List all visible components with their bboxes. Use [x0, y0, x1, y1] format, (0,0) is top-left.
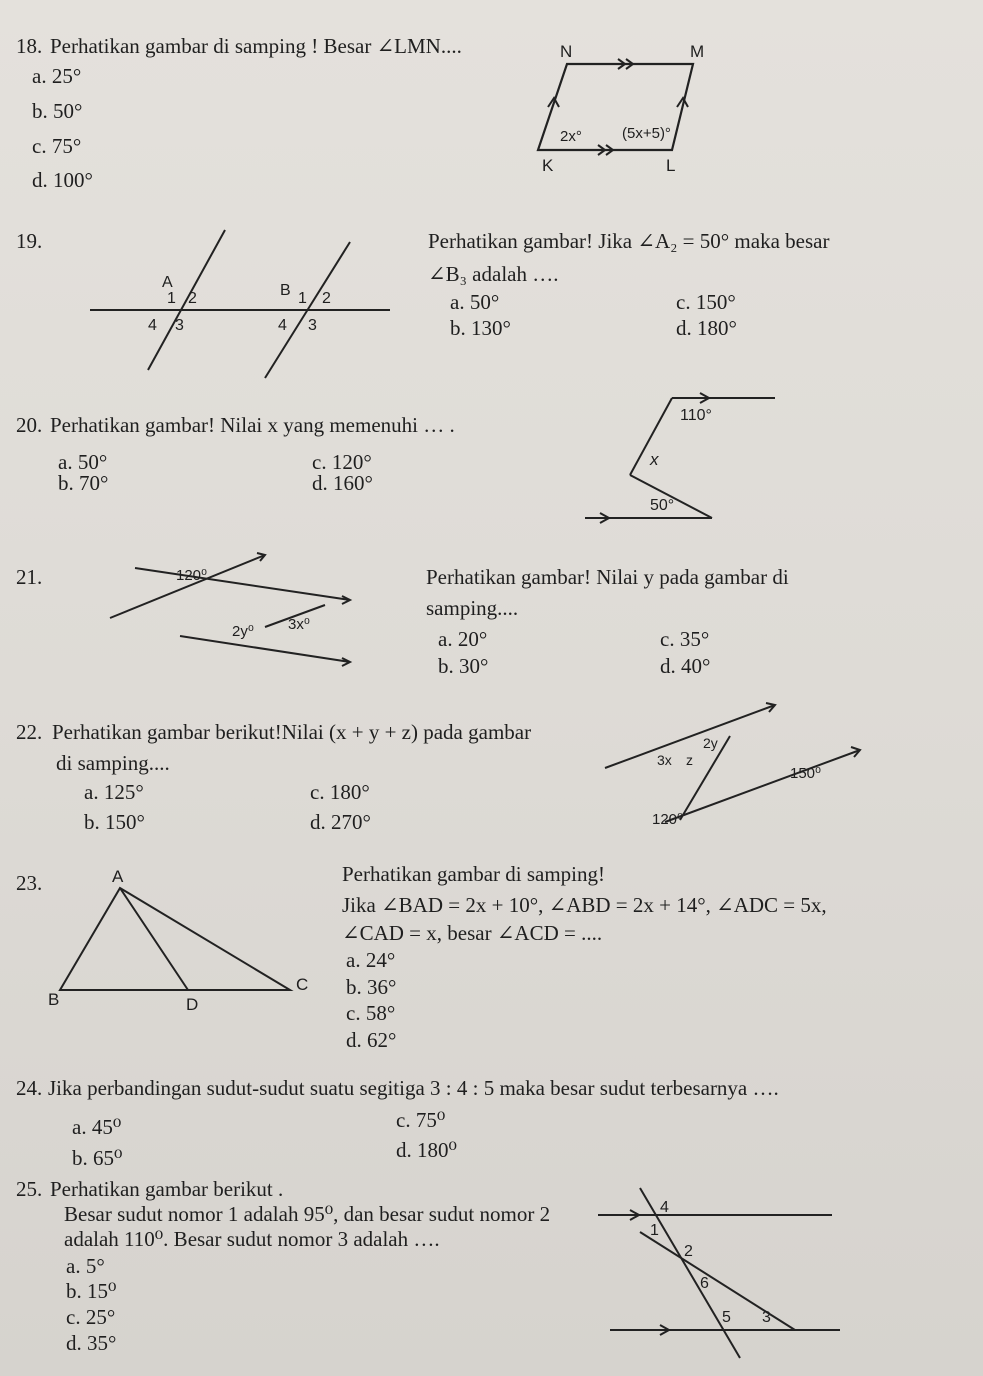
q18-label-N: N: [560, 42, 573, 61]
q23-label-A: A: [112, 867, 124, 886]
q23-label-B: B: [48, 990, 60, 1009]
q18-angle-2x: 2x°: [560, 128, 582, 145]
q23-option-d: d. 62°: [346, 1028, 397, 1052]
svg-text:2: 2: [322, 290, 331, 307]
q25-line2: Besar sudut nomor 1 adalah 95⁰, dan besar sudut nomor 2: [64, 1202, 551, 1226]
q23-label-D: D: [186, 995, 199, 1014]
q22-angle-120: 120⁰: [652, 811, 684, 828]
q25-option-a: a. 5°: [66, 1254, 105, 1278]
q21-number: 21.: [16, 565, 43, 589]
q19-option-d: d. 180°: [676, 316, 737, 340]
q22-angle-2y: 2y: [703, 735, 718, 751]
q20-angle-110: 110°: [680, 407, 712, 424]
q23-option-c: c. 58°: [346, 1001, 396, 1025]
q23-number: 23.: [16, 871, 43, 895]
q25-option-b: b. 15⁰: [66, 1279, 117, 1303]
q25-label-5: 5: [722, 1309, 731, 1326]
q22-angle-z: z: [686, 752, 693, 768]
q19-option-c: c. 150°: [676, 290, 736, 314]
q24-text: Jika perbandingan sudut-sudut suatu segitiga 3 : 4 : 5 maka besar sudut terbesarnya ….: [48, 1076, 779, 1100]
q19-label-A: A: [162, 274, 173, 291]
q21-line2: samping....: [426, 596, 519, 620]
q21-line1: Perhatikan gambar! Nilai y pada gambar di: [426, 565, 789, 589]
q20-angle-50: 50°: [650, 497, 675, 514]
q20-text: Perhatikan gambar! Nilai x yang memenuhi … .: [50, 413, 455, 437]
q23-option-b: b. 36°: [346, 975, 397, 999]
q25-option-d: d. 35°: [66, 1331, 117, 1355]
q23-label-C: C: [296, 975, 309, 994]
q21-option-b: b. 30°: [438, 654, 489, 678]
svg-text:4: 4: [278, 317, 287, 334]
q20-option-d: d. 160°: [312, 471, 373, 495]
q22-angle-3x: 3x: [657, 752, 672, 768]
q25-label-2: 2: [684, 1243, 693, 1260]
svg-text:1: 1: [298, 290, 307, 307]
q25-label-1: 1: [650, 1222, 659, 1239]
q22-angle-150: 150⁰: [790, 765, 822, 782]
q20-option-a: a. 50°: [58, 450, 108, 474]
q22-option-a: a. 125°: [84, 780, 144, 804]
q19-number: 19.: [16, 229, 43, 253]
q22-line1: Perhatikan gambar berikut!Nilai (x + y + z) pada gambar: [52, 720, 532, 744]
q21-angle-120: 120⁰: [176, 567, 208, 584]
q23-option-a: a. 24°: [346, 948, 396, 972]
q22-number: 22.: [16, 720, 43, 744]
q25-label-3: 3: [762, 1309, 771, 1326]
q20-angle-x: x: [650, 450, 659, 469]
q25-option-c: c. 25°: [66, 1305, 116, 1329]
q24-option-c: c. 75⁰: [396, 1108, 446, 1132]
q19-line1: Perhatikan gambar! Jika ∠A₂ = 50° maka besar: [428, 229, 830, 253]
q22-line2: di samping....: [56, 751, 170, 775]
q19-line2: ∠B₃ adalah ….: [428, 262, 559, 286]
q24-option-d: d. 180⁰: [396, 1138, 457, 1162]
q23-line2: Jika ∠BAD = 2x + 10°, ∠ABD = 2x + 14°, ∠ADC = 5x,: [342, 893, 827, 917]
svg-text:1: 1: [167, 290, 176, 307]
svg-text:3: 3: [308, 317, 317, 334]
q22-option-b: b. 150°: [84, 810, 145, 834]
svg-text:4: 4: [148, 317, 157, 334]
q20-option-c: c. 120°: [312, 450, 372, 474]
q19-option-b: b. 130°: [450, 316, 511, 340]
q20-number: 20.: [16, 413, 43, 437]
q21-angle-2y: 2y⁰: [232, 623, 254, 640]
q18-number: 18.: [16, 34, 43, 58]
q18-angle-5x5: (5x+5)°: [622, 125, 671, 142]
svg-text:2: 2: [188, 290, 197, 307]
q18-option-c: c. 75°: [32, 134, 82, 158]
svg-text:3: 3: [175, 317, 184, 334]
q18-option-b: b. 50°: [32, 99, 83, 123]
q19-option-a: a. 50°: [450, 290, 500, 314]
q18-option-d: d. 100°: [32, 168, 93, 192]
q25-label-6: 6: [700, 1275, 709, 1292]
q21-option-c: c. 35°: [660, 627, 710, 651]
q23-line3: ∠CAD = x, besar ∠ACD = ....: [342, 921, 603, 945]
q20-option-b: b. 70°: [58, 471, 109, 495]
q25-line1: Perhatikan gambar berikut .: [50, 1177, 284, 1201]
q21-angle-3x: 3x⁰: [288, 616, 310, 633]
q21-option-a: a. 20°: [438, 627, 488, 651]
q18-label-K: K: [542, 156, 554, 175]
q24-number: 24.: [16, 1076, 43, 1100]
q18-label-L: L: [666, 156, 676, 175]
q18-option-a: a. 25°: [32, 64, 82, 88]
q18-text: Perhatikan gambar di samping ! Besar ∠LMN....: [50, 34, 462, 58]
q23-line1: Perhatikan gambar di samping!: [342, 862, 606, 886]
q24-option-b: b. 65⁰: [72, 1146, 123, 1170]
q22-option-d: d. 270°: [310, 810, 371, 834]
q25-line3: adalah 110⁰. Besar sudut nomor 3 adalah ….: [64, 1227, 440, 1251]
q24-option-a: a. 45⁰: [72, 1115, 122, 1139]
q19-label-B: B: [280, 282, 291, 299]
q21-option-d: d. 40°: [660, 654, 711, 678]
q25-label-4: 4: [660, 1199, 669, 1216]
q22-option-c: c. 180°: [310, 780, 370, 804]
q25-number: 25.: [16, 1177, 43, 1201]
q18-label-M: M: [690, 42, 705, 61]
